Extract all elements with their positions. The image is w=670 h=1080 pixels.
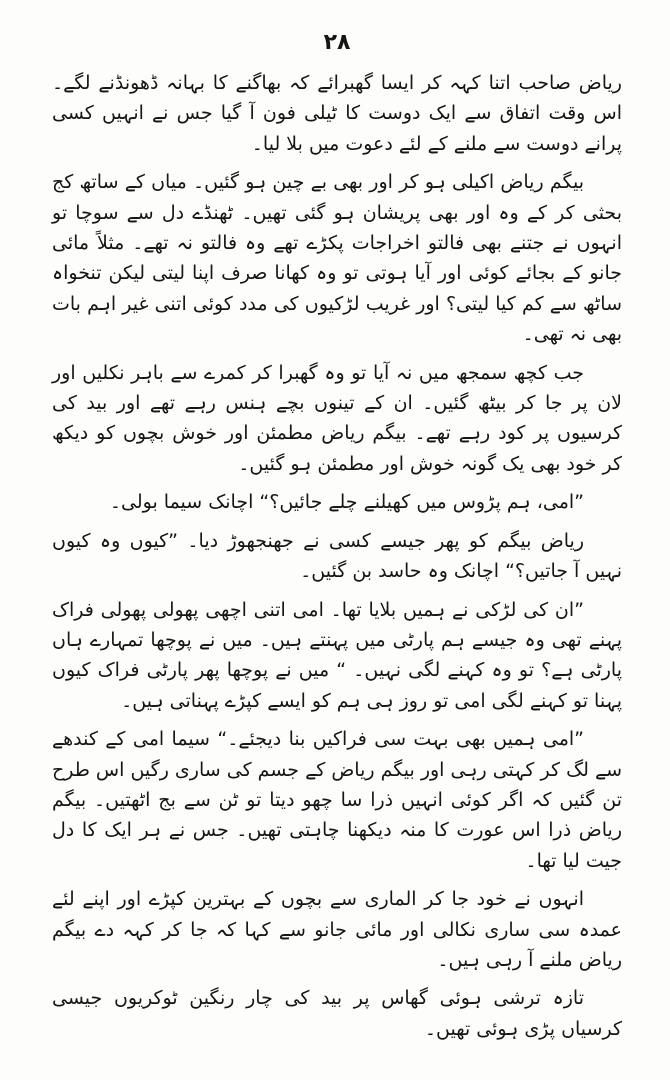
paragraph: ”امی، ہم پڑوس میں کھیلنے چلے جائیں؟“ اچانک سیما بولی۔ [109,491,584,514]
paragraph: ”امی ہمیں بھی بہت سی فراکیں بنا دیجئے۔“ سیما امی کے کندھے سے لگ کر کہتی رہی اور بیگم ریاض کے جسم کی ساری رگیں اس طرح تن گئیں کہ اگر کوئی انہیں ذرا سا چھو دیتا تو ٹن سے بج اٹھتیں۔ بیگم ریاض ذرا اس عورت کا منہ دیکھنا چاہتی تھیں۔ جس نے ہر ایک کا دل جیت لیا تھا۔ [52,728,622,872]
paragraph: تازہ ترشی ہوئی گھاس پر بید کی چار رنگین ٹوکریوں جیسی کرسیاں پڑی ہوئی تھیں۔ [52,987,622,1040]
body-text [52,68,622,1044]
paragraph: ریاض صاحب اتنا کہہ کر ایسا گھبرائے کہ بھاگنے کا بہانہ ڈھونڈنے لگے۔ اس وقت اتفاق سے ایک دوست کا ٹیلی فون آ گیا جس نے انہیں کسی پرانے دوست سے ملنے کے لئے دعوت میں بلا لیا۔ [52,72,622,155]
paragraph: جب کچھ سمجھ میں نہ آیا تو وہ گھبرا کر کمرے سے باہر نکلیں اور لان پر جا کر بیٹھ گئیں۔ ان کے تینوں بچے ہنس رہے تھے اور بید کی کرسیوں پر کود رہے تھے۔ بیگم ریاض مطمئن اور خوش بچوں کو دیکھ کر خود بھی یک گونہ خوش اور مطمئن ہو گئیں۔ [52,361,622,475]
paragraph: ”ان کی لڑکی نے ہمیں بلایا تھا۔ امی اتنی اچھی پھولی پھولی فراک پہنے تھی وہ جیسے ہم پارٹی میں پہنتے ہیں۔ میں نے پوچھا تمہارے ہاں پارٹی ہے؟ تو وہ کہنے لگی نہیں۔ “ میں نے پوچھا پھر پارٹی فراک کیوں پہنا تو کہنے لگی امی تو روز ہی ہم کو ایسے کپڑے پہناتی ہیں۔ [52,598,622,712]
paragraph: ریاض بیگم کو پھر جیسے کسی نے جھنجھوڑ دیا۔ ”کیوں وہ کیوں نہیں آ جاتیں؟“ اچانک وہ حاسد بن گئیں۔ [52,529,622,583]
page-number: ۲۸ [323,30,351,55]
paragraph: بیگم ریاض اکیلی ہو کر اور بھی بے چین ہو گئیں۔ میاں کے ساتھ کج بحثی کر کے وہ اور بھی پریشان ہو گئی تھیں۔ ٹھنڈے دل سے سوچا تو انہوں نے جتنے بھی فالتو اخراجات پکڑے تھے وہ فالتو نہ تھے۔ مثلاً مائی جانو کے بجائے کوئی اور آیا ہوتی تو وہ کھانا صرف اپنا لیتی لیکن تنخواہ ساٹھ سے کم کیا لیتی؟ اور غریب لڑکیوں کی مدد کوئی اتنی غیر اہم بات بھی نہ تھی۔ [52,171,622,346]
paragraph: انہوں نے خود جا کر الماری سے بچوں کے بہترین کپڑے اور اپنے لئے عمدہ سی ساری نکالی اور مائی جانو سے کہا کہ جا کر کہہ دے بیگم ریاض ملنے آ رہی ہیں۔ [52,888,622,971]
